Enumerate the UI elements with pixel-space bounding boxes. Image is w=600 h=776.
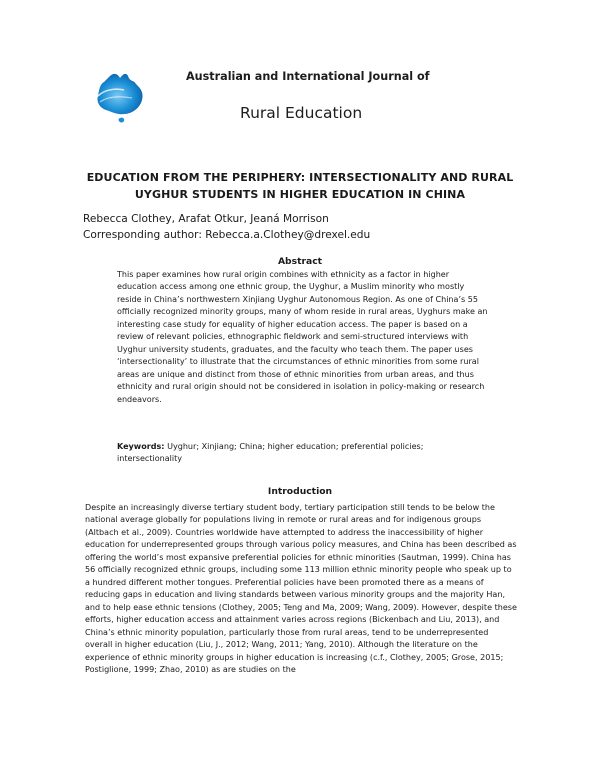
journal-name: Australian and International Journal of xyxy=(186,70,430,83)
keywords xyxy=(117,441,491,466)
journal-subtitle: Rural Education xyxy=(240,104,363,122)
paper-title: EDUCATION FROM THE PERIPHERY: INTERSECTIONALITY AND RURAL UYGHUR STUDENTS IN HIGHER EDUCATION IN CHINA xyxy=(86,171,514,201)
keywords-label: Keywords: xyxy=(117,442,165,451)
abstract-heading: Abstract xyxy=(277,256,323,267)
corresponding-author: Corresponding author: Rebecca.a.Clothey@drexel.edu xyxy=(83,229,371,241)
author-block xyxy=(83,211,523,243)
authors: Rebecca Clothey, Arafat Otkur, Jeaná Morrison xyxy=(83,213,329,225)
keywords-list: Uyghur; Xinjiang; China; higher education; preferential policies; intersectionality xyxy=(117,442,424,464)
australia-map-icon xyxy=(90,68,152,126)
abstract-text: This paper examines how rural origin combines with ethnicity as a factor in higher education access among one ethnic group, the Uyghur, a Muslim minority who mostly reside in China’s northwestern Xinjiang Uyghur Autonomous Region. As one of China’s 55 officially recognized minority groups, many of whom reside in rural areas, Uyghurs make an interesting case study for equality of higher education access. The paper is based on a review of relevant policies, ethnographic fieldwork and semi-structured interviews with Uyghur university students, graduates, and the faculty who teach them. The paper uses ‘intersectionality’ to illustrate that the circumstances of ethnic minorities from some rural areas are unique and distinct from those of ethnic minorities from urban areas, and thus ethnicity and rural origin should not be considered in isolation in policy-making or research endeavors. xyxy=(117,270,488,404)
introduction-text: Despite an increasingly diverse tertiary student body, tertiary participation still tends to be below the national average globally for populations living in remote or rural areas and for indigenous groups (Altbach et al., 2009). Countries worldwide have attempted to address the inaccessibility of higher education for underrepresented groups through various policy measures, and China has been described as offering the world’s most expansive preferential policies for ethnic minorities (Sautman, 1999). China has 56 officially recognized ethnic groups, including some 113 million ethnic minority people who speak up to a hundred different mother tongues. Preferential policies have been promoted there as a means of reducing gaps in education and living standards between various minority groups and the majority Han, and to help ease ethnic tensions (Clothey, 2005; Teng and Ma, 2009; Wang, 2009). However, despite these efforts, higher education access and attainment varies across regions (Bickenbach and Liu, 2013), and China’s ethnic minority population, particularly those from rural areas, tend to be underrepresented overall in higher education (Liu, J., 2012; Wang, 2011; Yang, 2010). Although the literature on the experience of ethnic minority groups in higher education is increasing (c.f., Clothey, 2005; Grose, 2015; Postiglione, 1999; Zhao, 2010) as are studies on the xyxy=(85,503,517,675)
introduction-heading: Introduction xyxy=(267,486,333,497)
